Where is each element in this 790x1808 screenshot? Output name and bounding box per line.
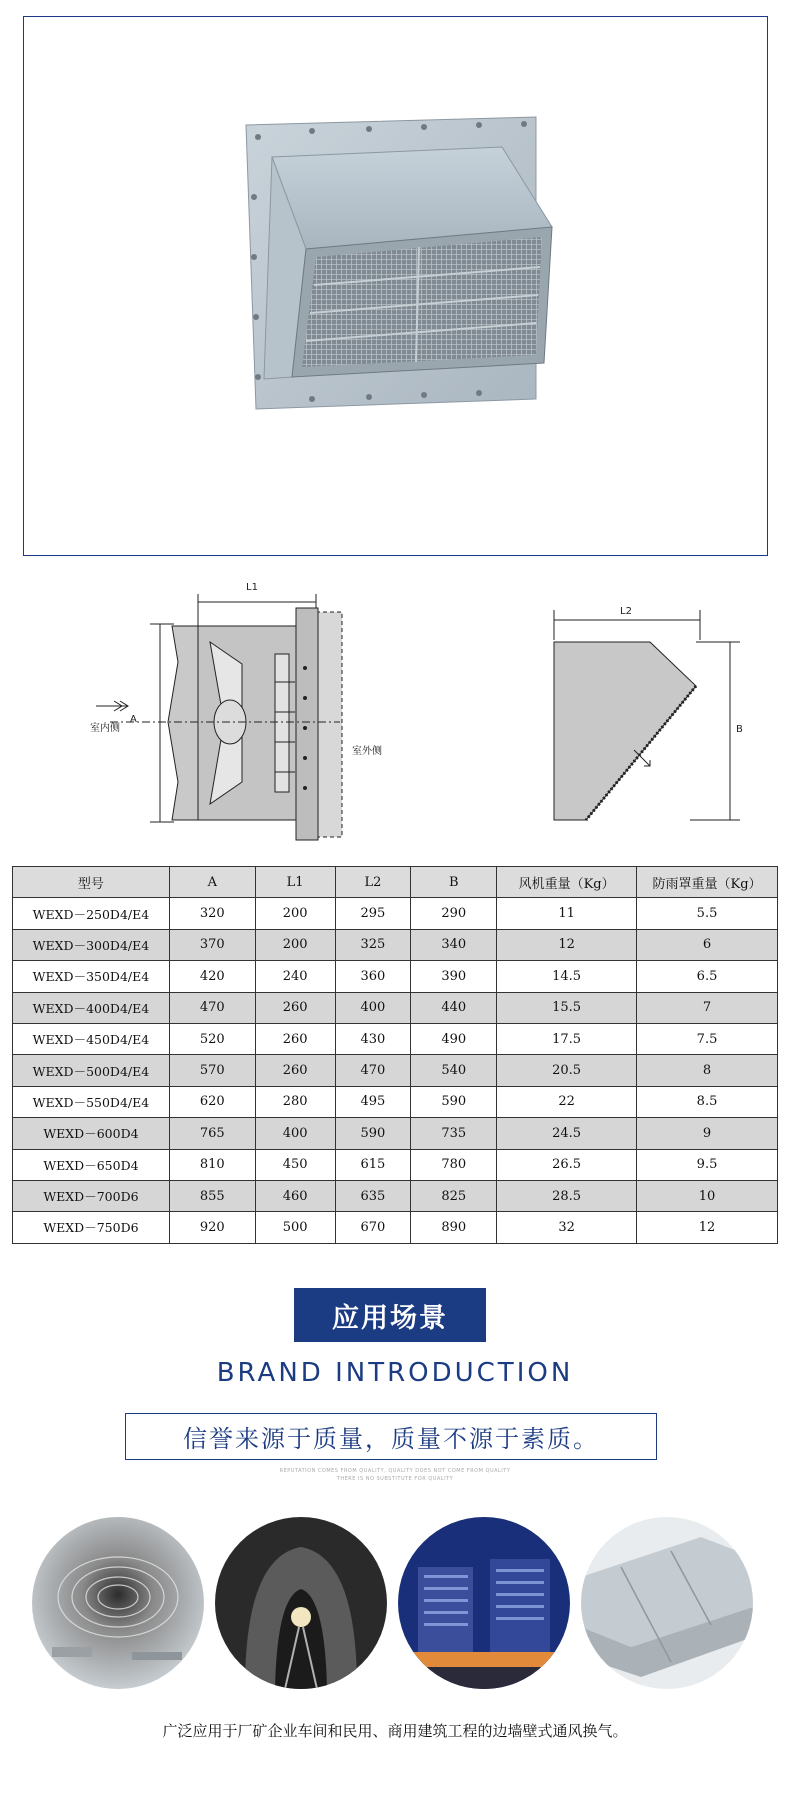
scene-commercial-building-image [398,1517,570,1689]
table-cell: WEXD－250D4/E4 [13,898,170,929]
table-cell: 290 [411,898,497,929]
table-cell: 12 [637,1212,778,1243]
table-row [13,1180,778,1211]
table-cell: 15.5 [497,992,637,1023]
table-cell: 7 [637,992,778,1023]
table-cell: WEXD－450D4/E4 [13,1023,170,1054]
table-cell: 7.5 [637,1023,778,1054]
scene-ventilation-duct-image [581,1517,753,1689]
table-row [13,961,778,992]
table-row [13,1023,778,1054]
cover-side-view-drawing [540,600,770,840]
table-cell: 570 [169,1055,255,1086]
table-cell: 9 [637,1118,778,1149]
table-cell: 6 [637,929,778,960]
table-cell: 430 [335,1023,411,1054]
spec-table-header-row [13,867,778,898]
dimension-B-label: B [736,724,743,735]
table-cell: 400 [335,992,411,1023]
table-cell: 825 [411,1180,497,1211]
spec-table [12,866,778,1244]
brand-heading: BRAND INTRODUCTION [216,1358,574,1388]
table-cell: 590 [335,1118,411,1149]
header-cover-weight: 防雨罩重量（Kg） [637,867,778,898]
table-cell: 8.5 [637,1086,778,1117]
table-row [13,992,778,1023]
table-cell: 8 [637,1055,778,1086]
table-cell: 390 [411,961,497,992]
table-cell: 855 [169,1180,255,1211]
table-cell: WEXD－750D6 [13,1212,170,1243]
rain-cover-side-view-diagram [540,600,770,840]
table-cell: 470 [335,1055,411,1086]
table-row [13,898,778,929]
table-cell: 450 [255,1149,335,1180]
table-cell: 420 [169,961,255,992]
table-cell: 32 [497,1212,637,1243]
header-L2: L2 [335,867,411,898]
table-cell: 400 [255,1118,335,1149]
table-cell: 920 [169,1212,255,1243]
table-cell: WEXD－350D4/E4 [13,961,170,992]
table-cell: 260 [255,1023,335,1054]
product-image-frame [23,16,768,556]
table-cell: 5.5 [637,898,778,929]
table-cell: 490 [411,1023,497,1054]
outdoor-side-label: 室外侧 [352,746,382,757]
table-cell: 635 [335,1180,411,1211]
table-cell: 620 [169,1086,255,1117]
table-cell: 340 [411,929,497,960]
table-cell: 890 [411,1212,497,1243]
table-cell: WEXD－700D6 [13,1180,170,1211]
fan-side-view-diagram [90,582,430,844]
table-cell: 540 [411,1055,497,1086]
application-scenes [32,1517,772,1692]
table-cell: 495 [335,1086,411,1117]
table-cell: 360 [335,961,411,992]
indoor-side-label: 室内侧 [90,723,120,734]
table-cell: WEXD－600D4 [13,1118,170,1149]
table-row [13,1149,778,1180]
side-view-drawing [90,582,430,844]
table-cell: 260 [255,992,335,1023]
section-title: 应用场景 [294,1288,486,1342]
table-cell: 6.5 [637,961,778,992]
table-cell: 765 [169,1118,255,1149]
table-cell: WEXD－500D4/E4 [13,1055,170,1086]
table-row [13,1086,778,1117]
table-cell: 670 [335,1212,411,1243]
table-cell: 280 [255,1086,335,1117]
table-cell: 460 [255,1180,335,1211]
scene-mine-tunnel-image [215,1517,387,1689]
wall-fan-rain-cover-image [24,17,769,557]
table-cell: 9.5 [637,1149,778,1180]
table-cell: 500 [255,1212,335,1243]
table-cell: 22 [497,1086,637,1117]
fine-print-line-1: REPUTATION COMES FROM QUALITY, QUALITY DOES NOT COME FROM QUALITY [279,1468,511,1474]
table-cell: 370 [169,929,255,960]
table-cell: 200 [255,929,335,960]
header-B: B [411,867,497,898]
table-cell: 10 [637,1180,778,1211]
table-cell: 320 [169,898,255,929]
table-cell: 17.5 [497,1023,637,1054]
table-row [13,929,778,960]
dimension-L1-label: L1 [246,582,258,593]
application-caption: 广泛应用于厂矿企业车间和民用、商用建筑工程的边墙壁式通风换气。 [162,1722,628,1740]
table-cell: 20.5 [497,1055,637,1086]
table-cell: 240 [255,961,335,992]
table-cell: 11 [497,898,637,929]
table-cell: 590 [411,1086,497,1117]
header-L1: L1 [255,867,335,898]
table-cell: 810 [169,1149,255,1180]
table-row [13,1118,778,1149]
table-cell: WEXD－400D4/E4 [13,992,170,1023]
table-cell: WEXD－300D4/E4 [13,929,170,960]
table-cell: 260 [255,1055,335,1086]
table-cell: 28.5 [497,1180,637,1211]
header-model: 型号 [13,867,170,898]
table-cell: 735 [411,1118,497,1149]
table-row [13,1055,778,1086]
table-cell: 470 [169,992,255,1023]
header-A: A [169,867,255,898]
table-cell: WEXD－650D4 [13,1149,170,1180]
dimension-A-label: A [130,714,137,725]
table-cell: 14.5 [497,961,637,992]
table-cell: 325 [335,929,411,960]
table-cell: 780 [411,1149,497,1180]
slogan: 信誉来源于质量，质量不源于素质。 [125,1413,657,1460]
table-cell: 12 [497,929,637,960]
table-cell: 520 [169,1023,255,1054]
scene-open-pit-mine-image [32,1517,204,1689]
table-cell: 295 [335,898,411,929]
dimension-L2-label: L2 [620,606,632,617]
fine-print-line-2: THERE IS NO SUBSTITUTE FOR QUALITY [336,1476,454,1482]
table-cell: 24.5 [497,1118,637,1149]
header-fan-weight: 风机重量（Kg） [497,867,637,898]
table-cell: 615 [335,1149,411,1180]
table-row [13,1212,778,1243]
table-cell: 200 [255,898,335,929]
table-cell: 440 [411,992,497,1023]
table-cell: WEXD－550D4/E4 [13,1086,170,1117]
table-cell: 26.5 [497,1149,637,1180]
